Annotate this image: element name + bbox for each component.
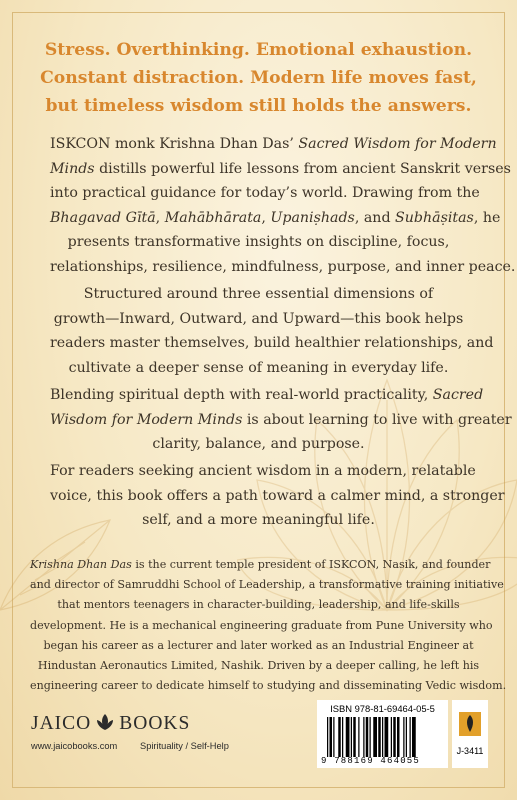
text-line: For readers seeking ancient wisdom in a modern, relatable bbox=[50, 463, 476, 479]
hook-line: Constant distraction. Modern life moves fast, bbox=[40, 68, 477, 88]
barcode-digits: 9 788169 464055 bbox=[321, 756, 421, 766]
text-line: voice, this book offers a path toward a calmer mind, a stronger bbox=[50, 487, 505, 504]
text-line: self, and a more meaningful life. bbox=[142, 512, 375, 528]
scripture-title: Bhagavad Gītā bbox=[50, 209, 156, 226]
description-paragraph-1: ISKCON monk Krishna Dhan Das’ Sacred Wisdom for Modern Minds distills powerful life lessons from ancient Sanskrit verses into practical guidance for today’s world. Drawing from the Bhagavad Gītā, Mahābhārata, Upaniṣhads, and Subhāṣitas, he presents transformative insights on discipline, focus, relationships, resilience, mindfulness, purpose, and inner peace. bbox=[50, 132, 467, 279]
text-line: clarity, balance, and purpose. bbox=[152, 436, 365, 452]
text-line: that mentors teenagers in character-building, leadership, and life-skills bbox=[57, 598, 460, 612]
text-line: engineering career to dedicate himself to studying and disseminating Vedic wisdom. bbox=[30, 679, 507, 693]
genre-label: Spirituality / Self-Help bbox=[140, 741, 229, 751]
text-line: readers master themselves, build healthier relationships, and bbox=[50, 335, 494, 351]
product-code: J-3411 bbox=[456, 746, 484, 756]
text-line: is the current temple president of ISKCON, Nasik, and founder bbox=[131, 558, 491, 571]
publisher-logo bbox=[31, 712, 190, 735]
isbn-text: ISBN 978-81-69464-05-5 bbox=[330, 703, 435, 714]
text-line: , he bbox=[473, 209, 501, 226]
barcode-panel bbox=[317, 700, 448, 768]
text-line: began his career as a lecturer and later worked as an Industrial Engineer at bbox=[43, 638, 474, 652]
book-title-italic: Wisdom for Modern Minds bbox=[50, 411, 243, 428]
scripture-title: Subhāṣitas bbox=[395, 209, 474, 226]
text-line: into practical guidance for today’s world. Drawing from the bbox=[50, 185, 480, 201]
lotus-icon bbox=[96, 712, 114, 732]
book-title-italic: Sacred bbox=[432, 387, 484, 403]
barcode-icon bbox=[327, 717, 439, 757]
book-title-italic: Minds bbox=[50, 160, 95, 177]
publisher-name-b: BOOKS bbox=[119, 713, 191, 734]
publisher-website[interactable]: www.jaicobooks.com bbox=[31, 741, 118, 751]
author-name: Krishna Dhan Das bbox=[30, 558, 132, 571]
publisher-name-a: JAICO bbox=[31, 713, 92, 734]
hook-line: but timeless wisdom still holds the answers. bbox=[45, 96, 472, 116]
text-line: presents transformative insights on discipline, focus, bbox=[67, 234, 450, 250]
author-bio bbox=[30, 555, 507, 696]
text-line: distills powerful life lessons from ancient Sanskrit verses bbox=[94, 160, 511, 177]
scripture-title: Upaniṣhads bbox=[270, 209, 355, 226]
text-line: and director of Samruddhi School of Leadership, a transformative training initiative bbox=[30, 578, 504, 592]
description-paragraph-4 bbox=[50, 459, 505, 533]
book-title-italic: Sacred Wisdom for Modern bbox=[298, 136, 497, 152]
text-line: Hindustan Aeronautics Limited, Nashik. Driven by a deeper calling, he left his bbox=[37, 659, 480, 673]
text-line: Structured around three essential dimensions of bbox=[83, 286, 434, 302]
text-line: relationships, resilience, mindfulness, purpose, and inner peace. bbox=[50, 258, 516, 275]
text-line: growth—Inward, Outward, and Upward—this book helps bbox=[53, 310, 464, 327]
publisher-code-panel bbox=[452, 700, 488, 768]
text-line: ISKCON monk Krishna Dhan Das’ bbox=[50, 136, 294, 152]
text-line: Blending spiritual depth with real-world practicality, bbox=[50, 387, 429, 403]
description-paragraph-2 bbox=[50, 282, 494, 380]
scripture-title: Mahābhārata bbox=[164, 209, 262, 226]
text-line: is about learning to live with greater bbox=[242, 411, 512, 428]
jaico-emblem-icon bbox=[459, 712, 481, 736]
hook-line: Stress. Overthinking. Emotional exhaustion. bbox=[44, 40, 473, 60]
text-line: development. He is a mechanical engineering graduate from Pune University who bbox=[30, 618, 493, 632]
description-paragraph-3 bbox=[50, 383, 512, 457]
headline-hook bbox=[30, 36, 487, 120]
text-line: cultivate a deeper sense of meaning in everyday life. bbox=[68, 359, 449, 376]
